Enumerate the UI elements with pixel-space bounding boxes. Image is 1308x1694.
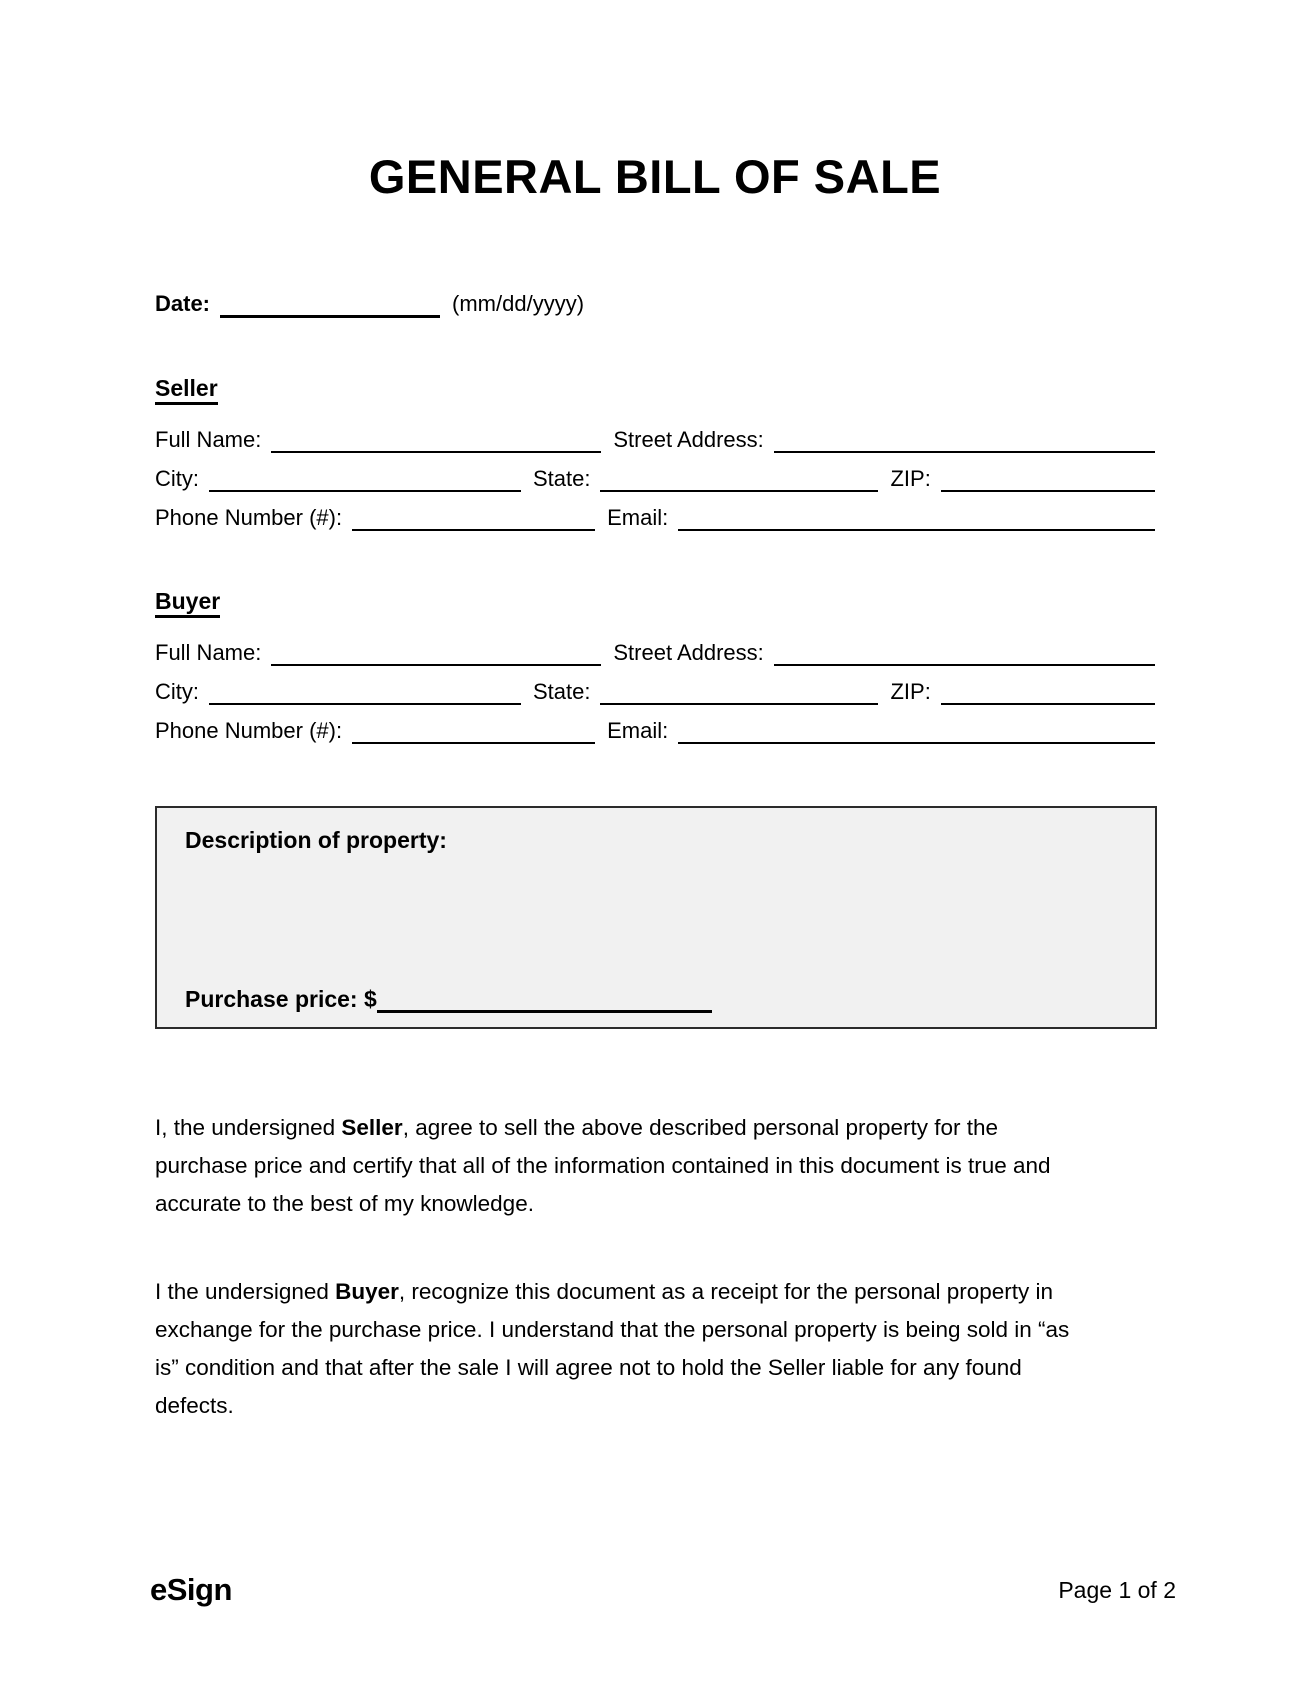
buyer-phone-label: Phone Number (#):	[155, 718, 343, 743]
seller-street-address-label: Street Address:	[613, 427, 764, 452]
buyer-city-state-zip-row	[155, 678, 1155, 705]
page-number-indicator: Page 1 of 2	[1058, 1577, 1176, 1603]
date-input[interactable]	[220, 292, 440, 318]
buyer-city-input[interactable]	[209, 679, 521, 705]
purchase-price-row	[185, 985, 1127, 1013]
page-title: GENERAL BILL OF SALE	[368, 150, 942, 203]
buyer-email-label: Email:	[607, 718, 669, 743]
purchase-price-label: Purchase price:	[185, 986, 358, 1012]
buyer-phone-input[interactable]	[352, 718, 595, 744]
buyer-state-label: State:	[533, 679, 591, 704]
currency-symbol: $	[363, 986, 377, 1012]
buyer-zip-input[interactable]	[941, 679, 1155, 705]
seller-email-input[interactable]	[678, 505, 1155, 531]
buyer-email-input[interactable]	[678, 718, 1155, 744]
seller-city-input[interactable]	[209, 466, 521, 492]
seller-zip-input[interactable]	[941, 466, 1155, 492]
date-row	[155, 290, 1155, 318]
buyer-name-address-row	[155, 639, 1155, 666]
buyer-full-name-input[interactable]	[271, 640, 601, 666]
property-description-box	[155, 806, 1157, 1029]
description-of-property-input[interactable]	[185, 854, 1127, 985]
seller-heading: Seller	[155, 374, 1155, 402]
seller-name-address-row	[155, 426, 1155, 453]
date-format-hint: (mm/dd/yyyy)	[452, 291, 585, 316]
buyer-street-address-label: Street Address:	[613, 640, 764, 665]
seller-full-name-label: Full Name:	[155, 427, 262, 452]
seller-state-input[interactable]	[600, 466, 878, 492]
buyer-city-label: City:	[155, 679, 199, 704]
seller-phone-email-row	[155, 504, 1155, 531]
seller-email-label: Email:	[607, 505, 669, 530]
seller-zip-label: ZIP:	[890, 466, 931, 491]
buyer-zip-label: ZIP:	[890, 679, 931, 704]
seller-city-state-zip-row	[155, 465, 1155, 492]
buyer-street-address-input[interactable]	[774, 640, 1155, 666]
seller-phone-label: Phone Number (#):	[155, 505, 343, 530]
seller-full-name-input[interactable]	[271, 427, 601, 453]
buyer-agreement-paragraph: I the undersigned Buyer, recognize this document as a receipt for the personal property in exchange for the purchase price. I understand that the personal property is being sold in “as is” condition and that after the sale I will agree not to hold the Seller liable for any found defects.	[155, 1279, 1070, 1418]
seller-street-address-input[interactable]	[774, 427, 1155, 453]
buyer-heading: Buyer	[155, 587, 1155, 615]
date-label: Date:	[155, 291, 211, 316]
description-of-property-label: Description of property:	[185, 827, 447, 853]
seller-agreement-paragraph: I, the undersigned Seller, agree to sell the above described personal property for the purchase price and certify that all of the information contained in this document is true and accurate to the best of my knowledge.	[155, 1115, 1051, 1216]
seller-phone-input[interactable]	[352, 505, 595, 531]
purchase-price-input[interactable]	[377, 987, 712, 1013]
seller-state-label: State:	[533, 466, 591, 491]
buyer-phone-email-row	[155, 717, 1155, 744]
esign-logo: eSign	[150, 1572, 232, 1607]
buyer-full-name-label: Full Name:	[155, 640, 262, 665]
seller-city-label: City:	[155, 466, 199, 491]
buyer-state-input[interactable]	[600, 679, 878, 705]
